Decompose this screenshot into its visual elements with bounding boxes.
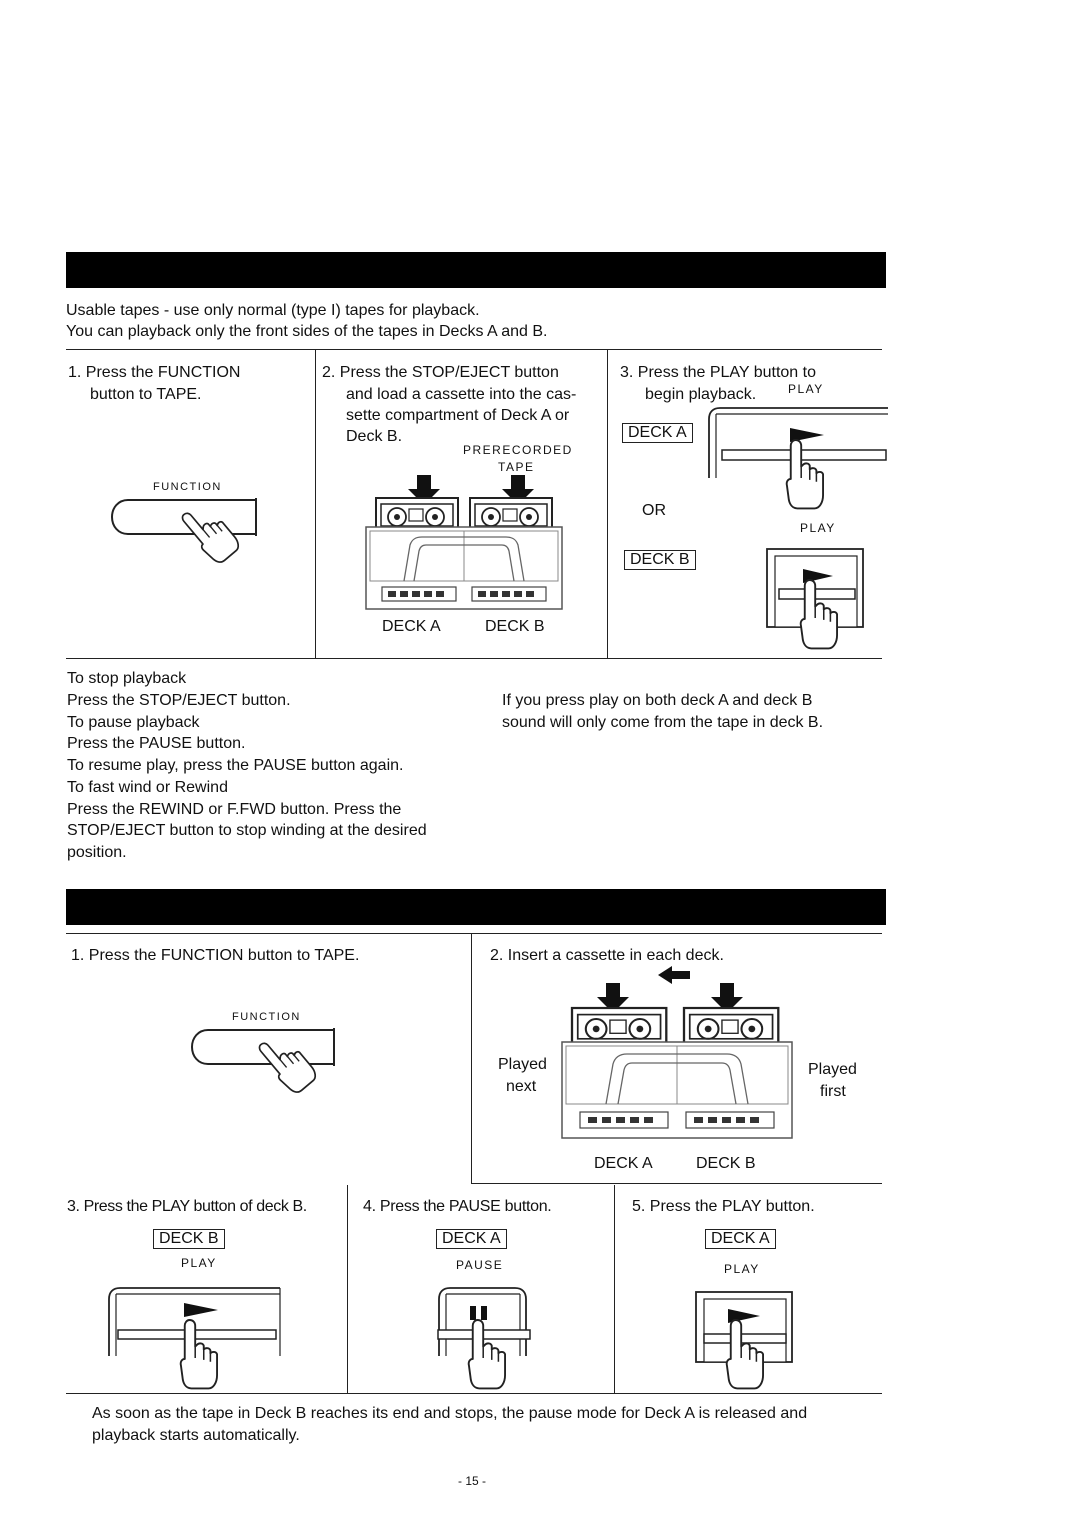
- double-deck-illustration: [364, 525, 564, 613]
- hand-pointer-icon: [262, 1028, 332, 1108]
- step3-text-line2: begin playback.: [645, 386, 757, 403]
- hand-pointer-icon: [800, 580, 850, 660]
- table-top-rule: [66, 349, 882, 350]
- section-header-bar: [66, 889, 886, 925]
- stop-text: Press the STOP/EJECT button.: [67, 692, 291, 709]
- play-label: PLAY: [800, 521, 836, 535]
- step2-text-line3: sette compartment of Deck A or: [346, 407, 570, 424]
- resume-text: To resume play, press the PAUSE button again.: [67, 757, 404, 774]
- function-label: FUNCTION: [153, 481, 222, 493]
- deck-a-tag: DECK A: [436, 1229, 507, 1249]
- intro-line-2: You can playback only the front sides of the tapes in Decks A and B.: [66, 323, 548, 340]
- deck-b-tag: DECK B: [153, 1229, 225, 1249]
- hand-pointer-icon: [180, 1320, 230, 1400]
- played-first-label-1: Played: [808, 1061, 857, 1078]
- cont-step2-text: 2. Insert a cassette in each deck.: [490, 947, 724, 964]
- step3-text-line1: 3. Press the PLAY button to: [620, 364, 816, 381]
- hand-pointer-icon: [726, 1320, 776, 1400]
- section-header-bar: [66, 252, 886, 288]
- pause-label: PAUSE: [456, 1258, 504, 1272]
- deck-b-tag: DECK B: [624, 550, 696, 570]
- deck-a-label: DECK A: [594, 1155, 653, 1172]
- footer-line-1: As soon as the tape in Deck B reaches its end and stops, the pause mode for Deck A is released and: [92, 1405, 808, 1422]
- wind-text-2: STOP/EJECT button to stop winding at the desired: [67, 822, 427, 839]
- table-divider: [347, 1185, 348, 1393]
- table-top-rule: [66, 933, 882, 934]
- or-label: OR: [642, 502, 666, 519]
- page-number: - 15 -: [458, 1474, 487, 1488]
- play-label: PLAY: [181, 1256, 217, 1270]
- step1-text-line2: button to TAPE.: [90, 386, 202, 403]
- note-line-2: sound will only come from the tape in deck B.: [502, 714, 824, 731]
- cont-step4-text: 4. Press the PAUSE button.: [363, 1198, 552, 1215]
- wind-text-1: Press the REWIND or F.FWD button. Press the: [67, 801, 402, 818]
- cont-step1-text: 1. Press the FUNCTION button to TAPE.: [71, 947, 360, 964]
- played-first-label-2: first: [820, 1083, 846, 1100]
- wind-heading: To fast wind or Rewind: [67, 779, 228, 796]
- play-label: PLAY: [788, 382, 824, 396]
- deck-b-label: DECK B: [485, 618, 545, 635]
- step2-text-line2: and load a cassette into the cas-: [346, 386, 577, 403]
- step1-text-line1: 1. Press the FUNCTION: [68, 364, 241, 381]
- play-label: PLAY: [724, 1262, 760, 1276]
- deck-a-label: DECK A: [382, 618, 441, 635]
- wind-text-3: position.: [67, 844, 127, 861]
- double-deck-illustration: [560, 1040, 794, 1142]
- deck-a-tag: DECK A: [705, 1229, 776, 1249]
- step2-text-line4: Deck B.: [346, 428, 403, 445]
- table-divider: [471, 933, 472, 1183]
- prerecorded-label: PRERECORDED: [463, 443, 573, 457]
- played-next-label-1: Played: [498, 1056, 547, 1073]
- pause-heading: To pause playback: [67, 714, 200, 731]
- deck-a-tag: DECK A: [622, 423, 693, 443]
- pause-text: Press the PAUSE button.: [67, 735, 246, 752]
- hand-pointer-icon: [185, 498, 255, 578]
- intro-line-1: Usable tapes - use only normal (type I) tapes for playback.: [66, 302, 480, 319]
- function-label: FUNCTION: [232, 1011, 301, 1023]
- table-bottom-rule: [66, 658, 882, 659]
- played-next-label-2: next: [506, 1078, 537, 1095]
- hand-pointer-icon: [786, 440, 836, 520]
- stop-heading: To stop playback: [67, 670, 187, 687]
- cont-step3-text: 3. Press the PLAY button of deck B.: [67, 1198, 307, 1215]
- note-line-1: If you press play on both deck A and deck B: [502, 692, 813, 709]
- footer-line-2: playback starts automatically.: [92, 1427, 300, 1444]
- arrow-left-icon: [658, 966, 692, 986]
- table-divider: [614, 1185, 615, 1393]
- table-divider-2: [607, 349, 608, 659]
- table-divider-1: [315, 349, 316, 659]
- row-rule: [471, 1183, 882, 1184]
- step2-text-line1: 2. Press the STOP/EJECT button: [322, 364, 559, 381]
- cont-step5-text: 5. Press the PLAY button.: [632, 1198, 815, 1215]
- tape-label: TAPE: [498, 460, 535, 474]
- hand-pointer-icon: [468, 1320, 518, 1400]
- deck-b-label: DECK B: [696, 1155, 756, 1172]
